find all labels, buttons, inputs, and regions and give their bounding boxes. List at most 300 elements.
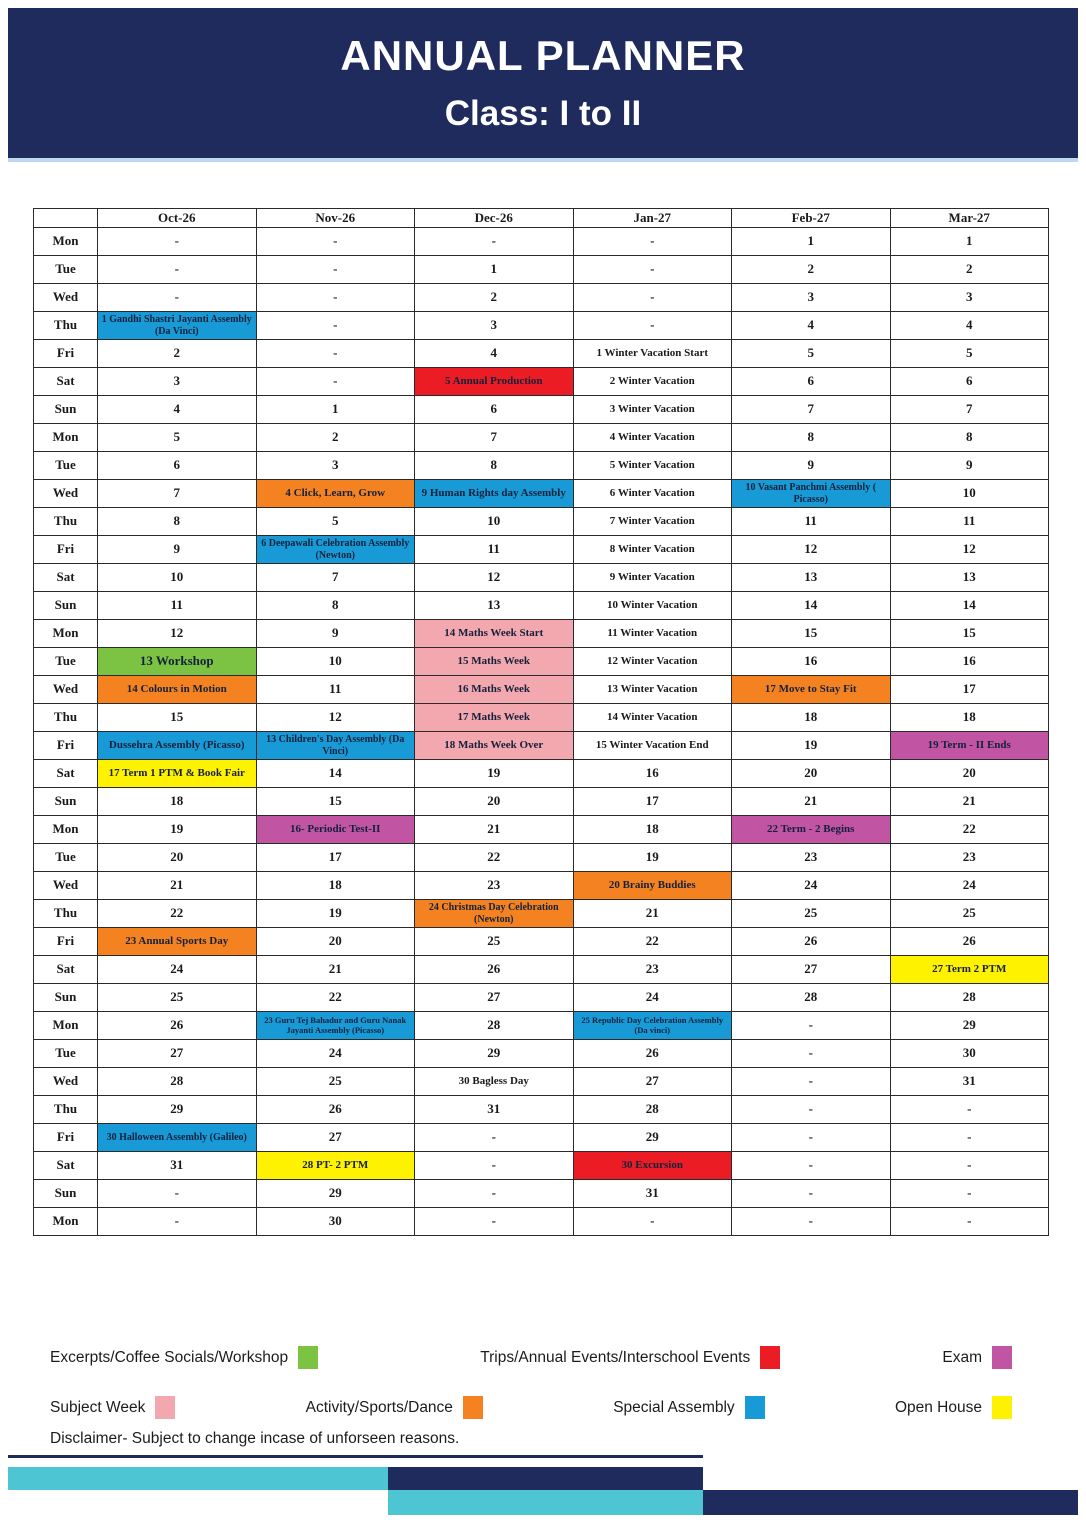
day-label: Sat <box>34 956 98 984</box>
disclaimer-text: Disclaimer- Subject to change incase of unforseen reasons. <box>50 1430 460 1447</box>
event-cell: 23 Annual Sports Day <box>98 928 257 956</box>
date-cell: 4 <box>890 312 1049 340</box>
day-label: Sun <box>34 1180 98 1208</box>
date-cell: 30 <box>256 1208 415 1236</box>
event-cell: 24 Christmas Day Celebration (Newton) <box>415 900 574 928</box>
date-cell: 31 <box>415 1096 574 1124</box>
date-cell: 24 <box>573 984 732 1012</box>
date-cell: 1 <box>415 256 574 284</box>
date-cell: - <box>732 1208 891 1236</box>
date-cell: 21 <box>732 788 891 816</box>
decor-bar-teal-1 <box>8 1467 388 1490</box>
page-title: ANNUAL PLANNER <box>340 32 746 79</box>
event-cell: 17 Term 1 PTM & Book Fair <box>98 760 257 788</box>
date-cell: - <box>573 284 732 312</box>
date-cell: 21 <box>890 788 1049 816</box>
date-cell: 5 <box>732 340 891 368</box>
day-label: Sat <box>34 368 98 396</box>
date-cell: 2 <box>98 340 257 368</box>
date-cell: - <box>256 312 415 340</box>
date-cell: 30 <box>890 1040 1049 1068</box>
table-row <box>34 452 1049 480</box>
date-cell: 23 <box>732 844 891 872</box>
date-cell: 30 Bagless Day <box>415 1068 574 1096</box>
date-cell: 25 <box>732 900 891 928</box>
date-cell: 25 <box>256 1068 415 1096</box>
table-row <box>34 1180 1049 1208</box>
date-cell: 12 <box>98 620 257 648</box>
date-cell: - <box>415 1152 574 1180</box>
date-cell: 22 <box>256 984 415 1012</box>
legend-swatch-green <box>298 1346 318 1369</box>
event-cell: 4 Click, Learn, Grow <box>256 480 415 508</box>
event-cell: 5 Annual Production <box>415 368 574 396</box>
day-label: Tue <box>34 452 98 480</box>
month-header: Mar-27 <box>890 209 1049 228</box>
legend-label: Activity/Sports/Dance <box>305 1398 453 1416</box>
legend-row-2 <box>50 1396 1012 1419</box>
date-cell: 22 <box>98 900 257 928</box>
legend-swatch-blue <box>745 1396 765 1419</box>
date-cell: 26 <box>256 1096 415 1124</box>
date-cell: 28 <box>732 984 891 1012</box>
date-cell: 23 <box>415 872 574 900</box>
date-cell: 26 <box>890 928 1049 956</box>
table-row <box>34 508 1049 536</box>
event-cell: 28 PT- 2 PTM <box>256 1152 415 1180</box>
table-row <box>34 564 1049 592</box>
date-cell: 29 <box>256 1180 415 1208</box>
date-cell: 7 <box>890 396 1049 424</box>
legend-item <box>50 1396 175 1419</box>
legend-item <box>306 1396 483 1419</box>
event-cell: 14 Maths Week Start <box>415 620 574 648</box>
table-row <box>34 844 1049 872</box>
date-cell: 14 <box>256 760 415 788</box>
month-header: Oct-26 <box>98 209 257 228</box>
date-cell: 20 <box>256 928 415 956</box>
event-cell: 1 Gandhi Shastri Jayanti Assembly (Da Vinci) <box>98 312 257 340</box>
day-label: Fri <box>34 536 98 564</box>
date-cell: 2 <box>415 284 574 312</box>
table-row <box>34 396 1049 424</box>
date-cell: 12 Winter Vacation <box>573 648 732 676</box>
date-cell: 26 <box>732 928 891 956</box>
date-cell: 29 <box>98 1096 257 1124</box>
corner-cell <box>34 209 98 228</box>
legend-swatch-orange <box>463 1396 483 1419</box>
legend-item <box>50 1346 318 1369</box>
date-cell: 17 <box>573 788 732 816</box>
date-cell: 11 <box>256 676 415 704</box>
date-cell: 4 <box>732 312 891 340</box>
day-label: Mon <box>34 816 98 844</box>
legend-row-1 <box>50 1346 1012 1369</box>
date-cell: 3 <box>732 284 891 312</box>
planner-body <box>34 228 1049 1236</box>
event-cell: 27 Term 2 PTM <box>890 956 1049 984</box>
date-cell: 16 <box>732 648 891 676</box>
table-row <box>34 1124 1049 1152</box>
table-row <box>34 1208 1049 1236</box>
date-cell: - <box>573 228 732 256</box>
date-cell: 3 <box>890 284 1049 312</box>
day-label: Mon <box>34 228 98 256</box>
table-row <box>34 340 1049 368</box>
date-cell: - <box>98 256 257 284</box>
date-cell: - <box>890 1096 1049 1124</box>
table-row <box>34 648 1049 676</box>
date-cell: 19 <box>732 732 891 760</box>
event-cell: 30 Excursion <box>573 1152 732 1180</box>
date-cell: 8 <box>256 592 415 620</box>
date-cell: 11 <box>98 592 257 620</box>
date-cell: - <box>98 228 257 256</box>
event-cell: 17 Maths Week <box>415 704 574 732</box>
date-cell: 19 <box>98 816 257 844</box>
date-cell: 4 <box>415 340 574 368</box>
table-row <box>34 816 1049 844</box>
date-cell: 20 <box>98 844 257 872</box>
date-cell: 10 <box>415 508 574 536</box>
date-cell: - <box>98 1180 257 1208</box>
day-label: Wed <box>34 872 98 900</box>
date-cell: - <box>732 1068 891 1096</box>
date-cell: 29 <box>415 1040 574 1068</box>
date-cell: 28 <box>98 1068 257 1096</box>
decor-bar-teal-2 <box>388 1490 703 1515</box>
day-label: Sun <box>34 592 98 620</box>
day-label: Fri <box>34 1124 98 1152</box>
table-row <box>34 900 1049 928</box>
event-cell: 14 Colours in Motion <box>98 676 257 704</box>
legend-label: Exam <box>942 1348 982 1366</box>
date-cell: 4 <box>98 396 257 424</box>
date-cell: 26 <box>98 1012 257 1040</box>
date-cell: 6 <box>98 452 257 480</box>
decor-thin-line <box>8 1455 703 1458</box>
day-label: Thu <box>34 312 98 340</box>
date-cell: 7 <box>98 480 257 508</box>
date-cell: - <box>890 1208 1049 1236</box>
date-cell: - <box>256 340 415 368</box>
date-cell: 1 <box>732 228 891 256</box>
date-cell: 15 Winter Vacation End <box>573 732 732 760</box>
table-row <box>34 676 1049 704</box>
event-cell: 13 Workshop <box>98 648 257 676</box>
legend-label: Subject Week <box>50 1398 146 1416</box>
event-cell: 16- Periodic Test-II <box>256 816 415 844</box>
table-row <box>34 928 1049 956</box>
date-cell: 24 <box>98 956 257 984</box>
date-cell: - <box>98 1208 257 1236</box>
date-cell: - <box>732 1180 891 1208</box>
legend-label: Open House <box>894 1398 982 1416</box>
date-cell: 10 <box>98 564 257 592</box>
date-cell: - <box>732 1096 891 1124</box>
date-cell: - <box>415 1180 574 1208</box>
day-label: Fri <box>34 928 98 956</box>
date-cell: 13 Winter Vacation <box>573 676 732 704</box>
event-cell: 23 Guru Tej Bahadur and Guru Nanak Jayanti Assembly (Picasso) <box>256 1012 415 1040</box>
month-header: Feb-27 <box>732 209 891 228</box>
table-row <box>34 788 1049 816</box>
day-label: Sun <box>34 984 98 1012</box>
day-label: Wed <box>34 676 98 704</box>
date-cell: 28 <box>890 984 1049 1012</box>
table-row <box>34 1040 1049 1068</box>
date-cell: 12 <box>890 536 1049 564</box>
day-label: Sun <box>34 396 98 424</box>
legend-swatch-red <box>760 1346 780 1369</box>
date-cell: - <box>573 312 732 340</box>
table-row <box>34 256 1049 284</box>
day-label: Mon <box>34 1208 98 1236</box>
date-cell: 26 <box>415 956 574 984</box>
day-label: Sat <box>34 1152 98 1180</box>
date-cell: 15 <box>98 704 257 732</box>
date-cell: 31 <box>98 1152 257 1180</box>
date-cell: - <box>256 284 415 312</box>
date-cell: 11 <box>732 508 891 536</box>
date-cell: - <box>732 1152 891 1180</box>
event-cell: 22 Term - 2 Begins <box>732 816 891 844</box>
date-cell: 21 <box>573 900 732 928</box>
date-cell: 3 <box>98 368 257 396</box>
date-cell: 2 Winter Vacation <box>573 368 732 396</box>
date-cell: 11 <box>890 508 1049 536</box>
legend-item <box>613 1396 764 1419</box>
legend-label: Special Assembly <box>613 1398 735 1416</box>
date-cell: 23 <box>573 956 732 984</box>
date-cell: - <box>415 1124 574 1152</box>
legend-label: Trips/Annual Events/Interschool Events <box>480 1348 751 1366</box>
date-cell: 16 <box>573 760 732 788</box>
date-cell: 24 <box>890 872 1049 900</box>
event-cell: Dussehra Assembly (Picasso) <box>98 732 257 760</box>
date-cell: - <box>573 256 732 284</box>
date-cell: 1 <box>256 396 415 424</box>
date-cell: 19 <box>256 900 415 928</box>
date-cell: 18 <box>890 704 1049 732</box>
date-cell: 22 <box>890 816 1049 844</box>
date-cell: 12 <box>256 704 415 732</box>
month-header: Dec-26 <box>415 209 574 228</box>
day-label: Thu <box>34 1096 98 1124</box>
month-header-row <box>34 209 1049 228</box>
date-cell: 15 <box>732 620 891 648</box>
table-row <box>34 424 1049 452</box>
date-cell: - <box>890 1124 1049 1152</box>
date-cell: 9 <box>732 452 891 480</box>
date-cell: - <box>732 1124 891 1152</box>
date-cell: 14 <box>890 592 1049 620</box>
date-cell: 9 <box>98 536 257 564</box>
date-cell: - <box>415 1208 574 1236</box>
legend-item <box>480 1346 780 1369</box>
legend-item <box>942 1346 1012 1369</box>
table-row <box>34 984 1049 1012</box>
date-cell: 21 <box>415 816 574 844</box>
date-cell: 17 <box>890 676 1049 704</box>
date-cell: 31 <box>890 1068 1049 1096</box>
day-label: Wed <box>34 1068 98 1096</box>
date-cell: 8 Winter Vacation <box>573 536 732 564</box>
table-row <box>34 704 1049 732</box>
table-row <box>34 1068 1049 1096</box>
legend-label: Excerpts/Coffee Socials/Workshop <box>50 1348 289 1366</box>
date-cell: 22 <box>415 844 574 872</box>
date-cell: 26 <box>573 1040 732 1068</box>
table-row <box>34 1152 1049 1180</box>
date-cell: 5 <box>890 340 1049 368</box>
date-cell: 14 Winter Vacation <box>573 704 732 732</box>
date-cell: 8 <box>98 508 257 536</box>
date-cell: 27 <box>732 956 891 984</box>
event-cell: 9 Human Rights day Assembly <box>415 480 574 508</box>
date-cell: 31 <box>573 1180 732 1208</box>
day-label: Tue <box>34 844 98 872</box>
table-row <box>34 872 1049 900</box>
table-row <box>34 760 1049 788</box>
event-cell: 19 Term - II Ends <box>890 732 1049 760</box>
date-cell: - <box>415 228 574 256</box>
date-cell: 3 <box>415 312 574 340</box>
table-row <box>34 956 1049 984</box>
date-cell: - <box>890 1180 1049 1208</box>
date-cell: 20 <box>732 760 891 788</box>
date-cell: 28 <box>415 1012 574 1040</box>
date-cell: 7 <box>732 396 891 424</box>
date-cell: 24 <box>732 872 891 900</box>
day-label: Thu <box>34 900 98 928</box>
title-banner <box>8 8 1078 162</box>
month-header: Nov-26 <box>256 209 415 228</box>
date-cell: - <box>256 368 415 396</box>
date-cell: 27 <box>256 1124 415 1152</box>
day-label: Sat <box>34 564 98 592</box>
table-row <box>34 1096 1049 1124</box>
date-cell: 18 <box>98 788 257 816</box>
planner-table <box>33 208 1049 1236</box>
table-row <box>34 536 1049 564</box>
date-cell: 7 <box>256 564 415 592</box>
event-cell: 20 Brainy Buddies <box>573 872 732 900</box>
date-cell: 9 Winter Vacation <box>573 564 732 592</box>
date-cell: 22 <box>573 928 732 956</box>
date-cell: - <box>256 256 415 284</box>
date-cell: 9 <box>890 452 1049 480</box>
day-label: Mon <box>34 620 98 648</box>
legend-swatch-magenta <box>992 1346 1012 1369</box>
date-cell: 9 <box>256 620 415 648</box>
page-subtitle: Class: I to II <box>444 94 642 133</box>
date-cell: 7 <box>415 424 574 452</box>
legend-swatch-yellow <box>992 1396 1012 1419</box>
date-cell: 3 Winter Vacation <box>573 396 732 424</box>
date-cell: 7 Winter Vacation <box>573 508 732 536</box>
event-cell: 15 Maths Week <box>415 648 574 676</box>
event-cell: 13 Children's Day Assembly (Da Vinci) <box>256 732 415 760</box>
event-cell: 18 Maths Week Over <box>415 732 574 760</box>
date-cell: 21 <box>98 872 257 900</box>
date-cell: 20 <box>890 760 1049 788</box>
date-cell: 6 <box>732 368 891 396</box>
date-cell: 5 <box>98 424 257 452</box>
date-cell: 25 <box>415 928 574 956</box>
day-label: Mon <box>34 1012 98 1040</box>
date-cell: 12 <box>732 536 891 564</box>
table-row <box>34 312 1049 340</box>
date-cell: 4 Winter Vacation <box>573 424 732 452</box>
date-cell: 29 <box>890 1012 1049 1040</box>
date-cell: 10 Winter Vacation <box>573 592 732 620</box>
legend-item <box>895 1396 1012 1419</box>
decor-bar-navy-1 <box>388 1467 703 1490</box>
date-cell: 19 <box>415 760 574 788</box>
date-cell: 27 <box>415 984 574 1012</box>
date-cell: 13 <box>890 564 1049 592</box>
date-cell: 20 <box>415 788 574 816</box>
date-cell: 12 <box>415 564 574 592</box>
date-cell: 13 <box>415 592 574 620</box>
day-label: Fri <box>34 732 98 760</box>
day-label: Mon <box>34 424 98 452</box>
date-cell: 15 <box>890 620 1049 648</box>
day-label: Thu <box>34 704 98 732</box>
legend-swatch-pink <box>155 1396 175 1419</box>
date-cell: 25 <box>98 984 257 1012</box>
date-cell: 27 <box>98 1040 257 1068</box>
date-cell: - <box>732 1040 891 1068</box>
day-label: Tue <box>34 1040 98 1068</box>
event-cell: 17 Move to Stay Fit <box>732 676 891 704</box>
date-cell: 11 Winter Vacation <box>573 620 732 648</box>
date-cell: 8 <box>415 452 574 480</box>
event-cell: 25 Republic Day Celebration Assembly (Da vinci) <box>573 1012 732 1040</box>
day-label: Sun <box>34 788 98 816</box>
date-cell: - <box>890 1152 1049 1180</box>
day-label: Wed <box>34 480 98 508</box>
day-label: Wed <box>34 284 98 312</box>
date-cell: 13 <box>732 564 891 592</box>
day-label: Tue <box>34 256 98 284</box>
date-cell: 27 <box>573 1068 732 1096</box>
day-label: Tue <box>34 648 98 676</box>
date-cell: - <box>98 284 257 312</box>
date-cell: 24 <box>256 1040 415 1068</box>
date-cell: 21 <box>256 956 415 984</box>
date-cell: 2 <box>256 424 415 452</box>
table-row <box>34 368 1049 396</box>
date-cell: 17 <box>256 844 415 872</box>
date-cell: 18 <box>732 704 891 732</box>
decor-bar-navy-2 <box>703 1490 1078 1515</box>
date-cell: 19 <box>573 844 732 872</box>
date-cell: 8 <box>732 424 891 452</box>
date-cell: 5 Winter Vacation <box>573 452 732 480</box>
day-label: Fri <box>34 340 98 368</box>
date-cell: 25 <box>890 900 1049 928</box>
event-cell: 30 Halloween Assembly (Galileo) <box>98 1124 257 1152</box>
date-cell: 28 <box>573 1096 732 1124</box>
event-cell: 10 Vasant Panchmi Assembly ( Picasso) <box>732 480 891 508</box>
table-row <box>34 284 1049 312</box>
date-cell: - <box>573 1208 732 1236</box>
month-header: Jan-27 <box>573 209 732 228</box>
date-cell: 1 <box>890 228 1049 256</box>
day-label: Thu <box>34 508 98 536</box>
